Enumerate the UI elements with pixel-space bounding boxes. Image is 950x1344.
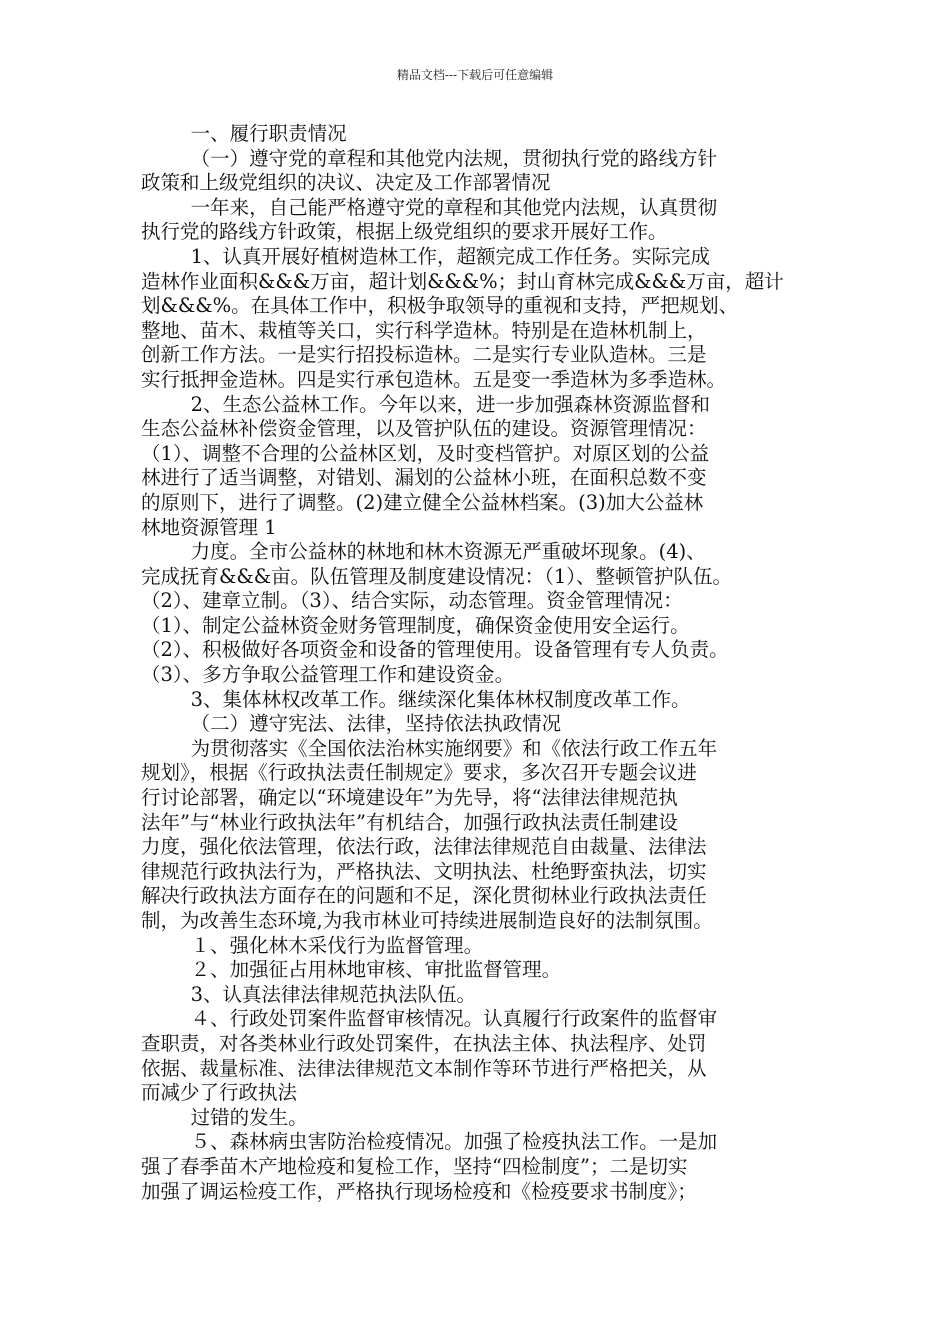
text-line: （3）、多方争取公益管理工作和建设资金。 (141, 663, 515, 687)
text-line: 加强了调运检疫工作，严格执行现场检疫和《检疫要求书制度》； (141, 1179, 697, 1203)
text-line: 实行抵押金造林。四是实行承包造林。五是变一季造林为多季造林。 (141, 367, 727, 391)
page-header: 精品文档---下载后可任意编辑 (396, 68, 554, 82)
text-line: 一、履行职责情况 (141, 122, 347, 145)
text-line: ２、加强征占用林地审核、审批监督管理。 (141, 958, 562, 982)
text-line: 的原则下，进行了调整。(2)建立健全公益林档案。(3)加大公益林 (141, 490, 704, 514)
text-line: （二）遵守宪法、法律，坚持依法执政情况 (141, 712, 562, 736)
text-line: ５、森林病虫害防治检疫情况。加强了检疫执法工作。一是加 (141, 1130, 718, 1154)
text-line: 生态公益林补偿资金管理，以及管护队伍的建设。资源管理情况： (141, 417, 707, 441)
text-line: 林地资源管理 1 (141, 515, 277, 539)
text-line: 3、认真法律法律规范执法队伍。 (141, 982, 476, 1006)
text-line: 1、认真开展好植树造林工作，超额完成工作任务。实际完成 (141, 244, 710, 268)
text-line: 创新工作方法。一是实行招投标造林。二是实行专业队造林。三是 (141, 343, 707, 367)
text-line: 林进行了适当调整，对错划、漏划的公益林小班，在面积总数不变 (141, 466, 707, 490)
text-line: 力度，强化依法管理，依法行政，法律法律规范自由裁量、法律法 (141, 835, 707, 859)
text-line: （1）、制定公益林资金财务管理制度，确保资金使用安全运行。 (141, 613, 690, 637)
text-line: （1）、调整不合理的公益林区划，及时变档管护。对原区划的公益 (141, 441, 710, 465)
text-line: 行讨论部署，确定以“环境建设年”为先导，将“法律法律规范执 (141, 786, 678, 810)
text-line: 强了春季苗木产地检疫和复检工作，坚持“四检制度”；二是切实 (141, 1154, 688, 1178)
text-line: （2）、积极做好各项资金和设备的管理使用。设备管理有专人负责。 (141, 638, 729, 662)
text-line: 规划》，根据《行政执法责任制规定》要求，多次召开专题会议进 (141, 761, 697, 785)
text-line: 解决行政执法方面存在的问题和不足，深化贯彻林业行政执法责任 (141, 884, 707, 908)
text-line: （一）遵守党的章程和其他党内法规，贯彻执行党的路线方针 (141, 146, 718, 170)
text-line: 造林作业面积&&&万亩，超计划&&&%；封山育林完成&&&万亩，超计 (141, 269, 784, 293)
text-line: 整地、苗木、栽植等关口，实行科学造林。特别是在造林机制上， (141, 318, 707, 342)
text-line: ４、行政处罚案件监督审核情况。认真履行行政案件的监督审 (141, 1007, 718, 1031)
text-line: 完成抚育&&&亩。队伍管理及制度建设情况：（1）、整顿管护队伍。 (141, 564, 732, 588)
text-line: 法年”与“林业行政执法年”有机结合，加强行政执法责任制建设 (141, 810, 678, 834)
text-line: 律规范行政执法行为，严格执法、文明执法、杜绝野蛮执法，切实 (141, 859, 707, 883)
text-line: 2、生态公益林工作。今年以来，进一步加强森林资源监督和 (141, 392, 710, 416)
text-line: （2）、建章立制。（3）、结合实际，动态管理。资金管理情况： (141, 589, 683, 613)
text-line: 过错的发生。 (141, 1105, 308, 1129)
text-line: 划&&&%。在具体工作中，积极争取领导的重视和支持，严把规划、 (141, 294, 739, 318)
text-line: 3、集体林权改革工作。继续深化集体林权制度改革工作。 (141, 687, 691, 711)
document-body (141, 122, 813, 1204)
text-line: 执行党的路线方针政策，根据上级党组织的要求开展好工作。 (141, 220, 668, 244)
text-line: 力度。全市公益林的林地和林木资源无严重破坏现象。(4)、 (141, 540, 706, 564)
text-line: 一年来，自己能严格遵守党的章程和其他党内法规，认真贯彻 (141, 195, 718, 219)
text-line: １、强化林木采伐行为监督管理。 (141, 933, 484, 957)
text-line: 政策和上级党组织的决议、决定及工作部署情况 (141, 171, 551, 195)
text-line: 为贯彻落实《全国依法治林实施纲要》和《依法行政工作五年 (141, 736, 718, 760)
text-line: 查职责，对各类林业行政处罚案件，在执法主体、执法程序、处罚 (141, 1031, 707, 1055)
text-line: 制，为改善生态环境,为我市林业可持续进展制造良好的法制氛围。 (141, 909, 713, 932)
text-line: 而减少了行政执法 (141, 1081, 298, 1105)
text-line: 依据、裁量标准、法律法律规范文本制作等环节进行严格把关，从 (141, 1056, 707, 1080)
